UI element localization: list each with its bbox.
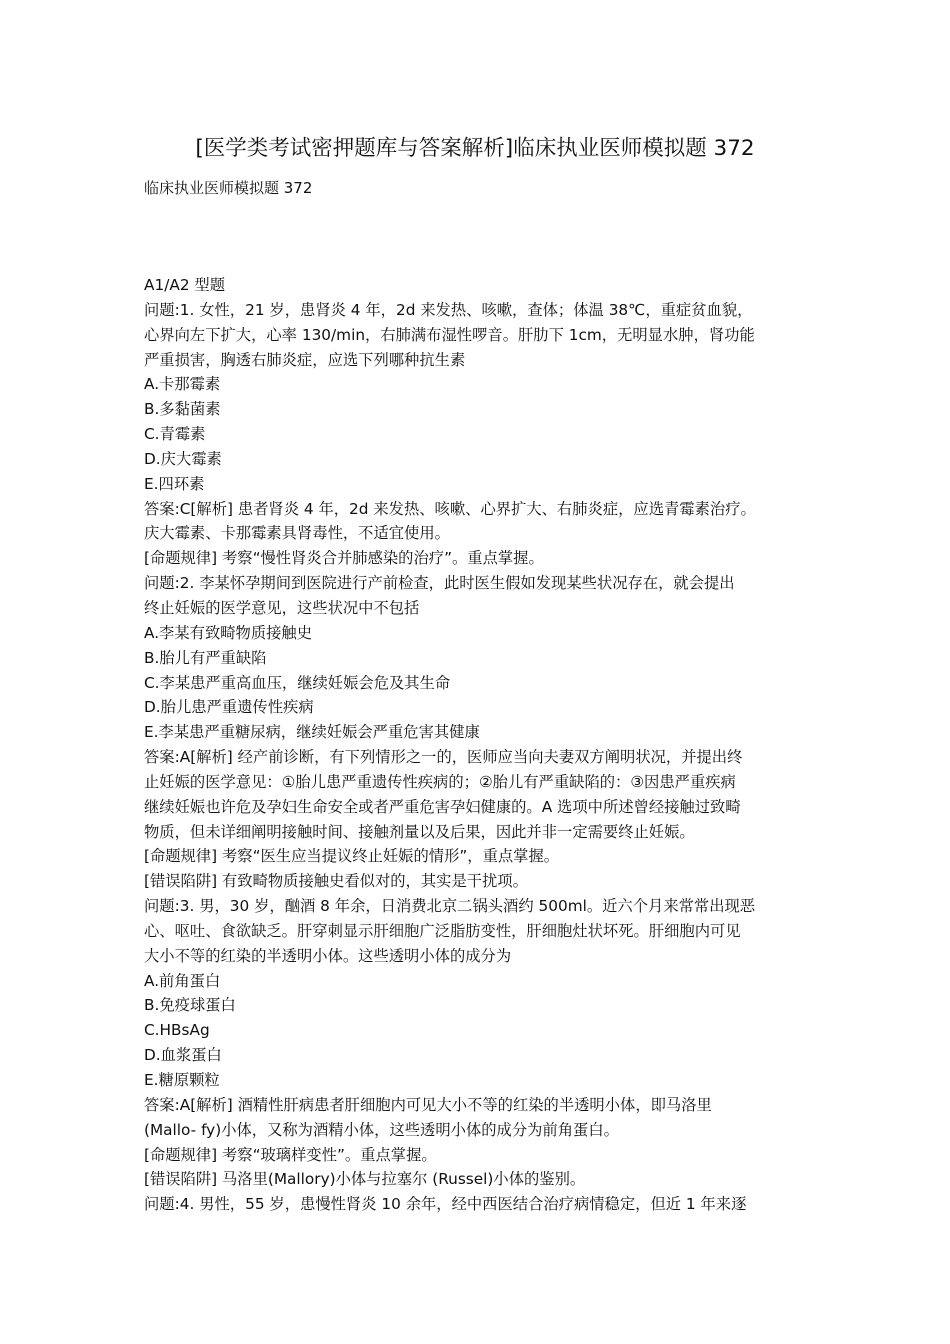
text-line: [命题规律] 考察“慢性肾炎合并肺感染的治疗”。重点掌握。	[144, 549, 544, 568]
text-line: 庆大霉素、卡那霉素具肾毒性，不适宜使用。	[144, 524, 450, 543]
text-line: 问题:1. 女性，21 岁，患肾炎 4 年，2d 来发热、咳嗽，查体；体温 38℃，重症贫血貌，	[144, 300, 753, 319]
text-line: A.前角蛋白	[144, 971, 221, 990]
text-line: 问题:2. 李某怀孕期间到医院进行产前检查，此时医生假如发现某些状况存在，就会提出	[144, 574, 735, 593]
text-line: 问题:4. 男性，55 岁，患慢性肾炎 10 余年，经中西医结合治疗病情稳定，但近 1 年来逐	[144, 1195, 747, 1214]
text-line: A.李某有致畸物质接触史	[144, 623, 313, 642]
text-line: C.HBsAg	[144, 1021, 210, 1040]
text-line: D.胎儿患严重遗传性疾病	[144, 698, 314, 717]
text-line: D.庆大霉素	[144, 449, 222, 468]
text-line: C.青霉素	[144, 425, 206, 444]
text-line: B.胎儿有严重缺陷	[144, 648, 267, 667]
text-line: 继续妊娠也许危及孕妇生命安全或者严重危害孕妇健康的。A 选项中所述曾经接触过致畸	[144, 797, 741, 816]
text-line: A1/A2 型题	[144, 276, 226, 294]
text-line: 答案:C[解析] 患者肾炎 4 年，2d 来发热、咳嗽、心界扩大、右肺炎症，应选青霉素治疗。	[144, 499, 756, 518]
text-line: E.李某患严重糖尿病，继续妊娠会严重危害其健康	[144, 723, 480, 742]
text-line: C.李某患严重高血压，继续妊娠会危及其生命	[144, 673, 451, 692]
document-subtitle: 临床执业医师模拟题 372	[144, 179, 313, 197]
document-title: [医学类考试密押题库与答案解析]临床执业医师模拟题 372	[195, 136, 755, 161]
text-line: [错误陷阱] 有致畸物质接触史看似对的，其实是干扰项。	[144, 872, 528, 891]
document-body	[144, 273, 808, 1217]
text-line: (Mallo- fy)小体，又称为酒精小体，这些透明小体的成分为前角蛋白。	[144, 1120, 619, 1139]
text-line: 严重损害，胸透右肺炎症，应选下列哪种抗生素	[144, 350, 466, 369]
text-line: 心界向左下扩大，心率 130/min，右肺满布湿性啰音。肝肋下 1cm，无明显水肿，肾功能	[144, 325, 755, 344]
text-line: [命题规律] 考察“玻璃样变性”。重点掌握。	[144, 1145, 437, 1164]
text-line: [命题规律] 考察“医生应当提议终止妊娠的情形”，重点掌握。	[144, 847, 560, 866]
text-line: B.免疫球蛋白	[144, 996, 236, 1015]
text-line: B.多黏菌素	[144, 400, 221, 419]
text-line: 心、呕吐、食欲缺乏。肝穿刺显示肝细胞广泛脂肪变性，肝细胞灶状坏死。肝细胞内可见	[144, 921, 741, 940]
text-line: A.卡那霉素	[144, 375, 221, 394]
text-line: 答案:A[解析] 经产前诊断，有下列情形之一的，医师应当向夫妻双方阐明状况，并提出终	[144, 748, 743, 767]
text-line: 物质，但未详细阐明接触时间、接触剂量以及后果，因此并非一定需要终止妊娠。	[144, 822, 695, 841]
text-line: [错误陷阱] 马洛里(Mallory)小体与拉塞尔 (Russel)小体的鉴别。	[144, 1170, 586, 1189]
text-line: 止妊娠的医学意见：①胎儿患严重遗传性疾病的；②胎儿有严重缺陷的：③因患严重疾病	[144, 772, 736, 791]
text-line: 答案:A[解析] 酒精性肝病患者肝细胞内可见大小不等的红染的半透明小体，即马洛里	[144, 1095, 712, 1114]
text-line: 问题:3. 男，30 岁，酗酒 8 年余，日消费北京二锅头酒约 500ml。近六个月来常常出现恶	[144, 897, 756, 916]
text-line: E.四环素	[144, 474, 205, 493]
text-line: 大小不等的红染的半透明小体。这些透明小体的成分为	[144, 946, 512, 965]
text-line: E.糖原颗粒	[144, 1071, 220, 1089]
text-line: D.血浆蛋白	[144, 1046, 222, 1065]
text-line: 终止妊娠的医学意见，这些状况中不包括	[144, 598, 420, 617]
